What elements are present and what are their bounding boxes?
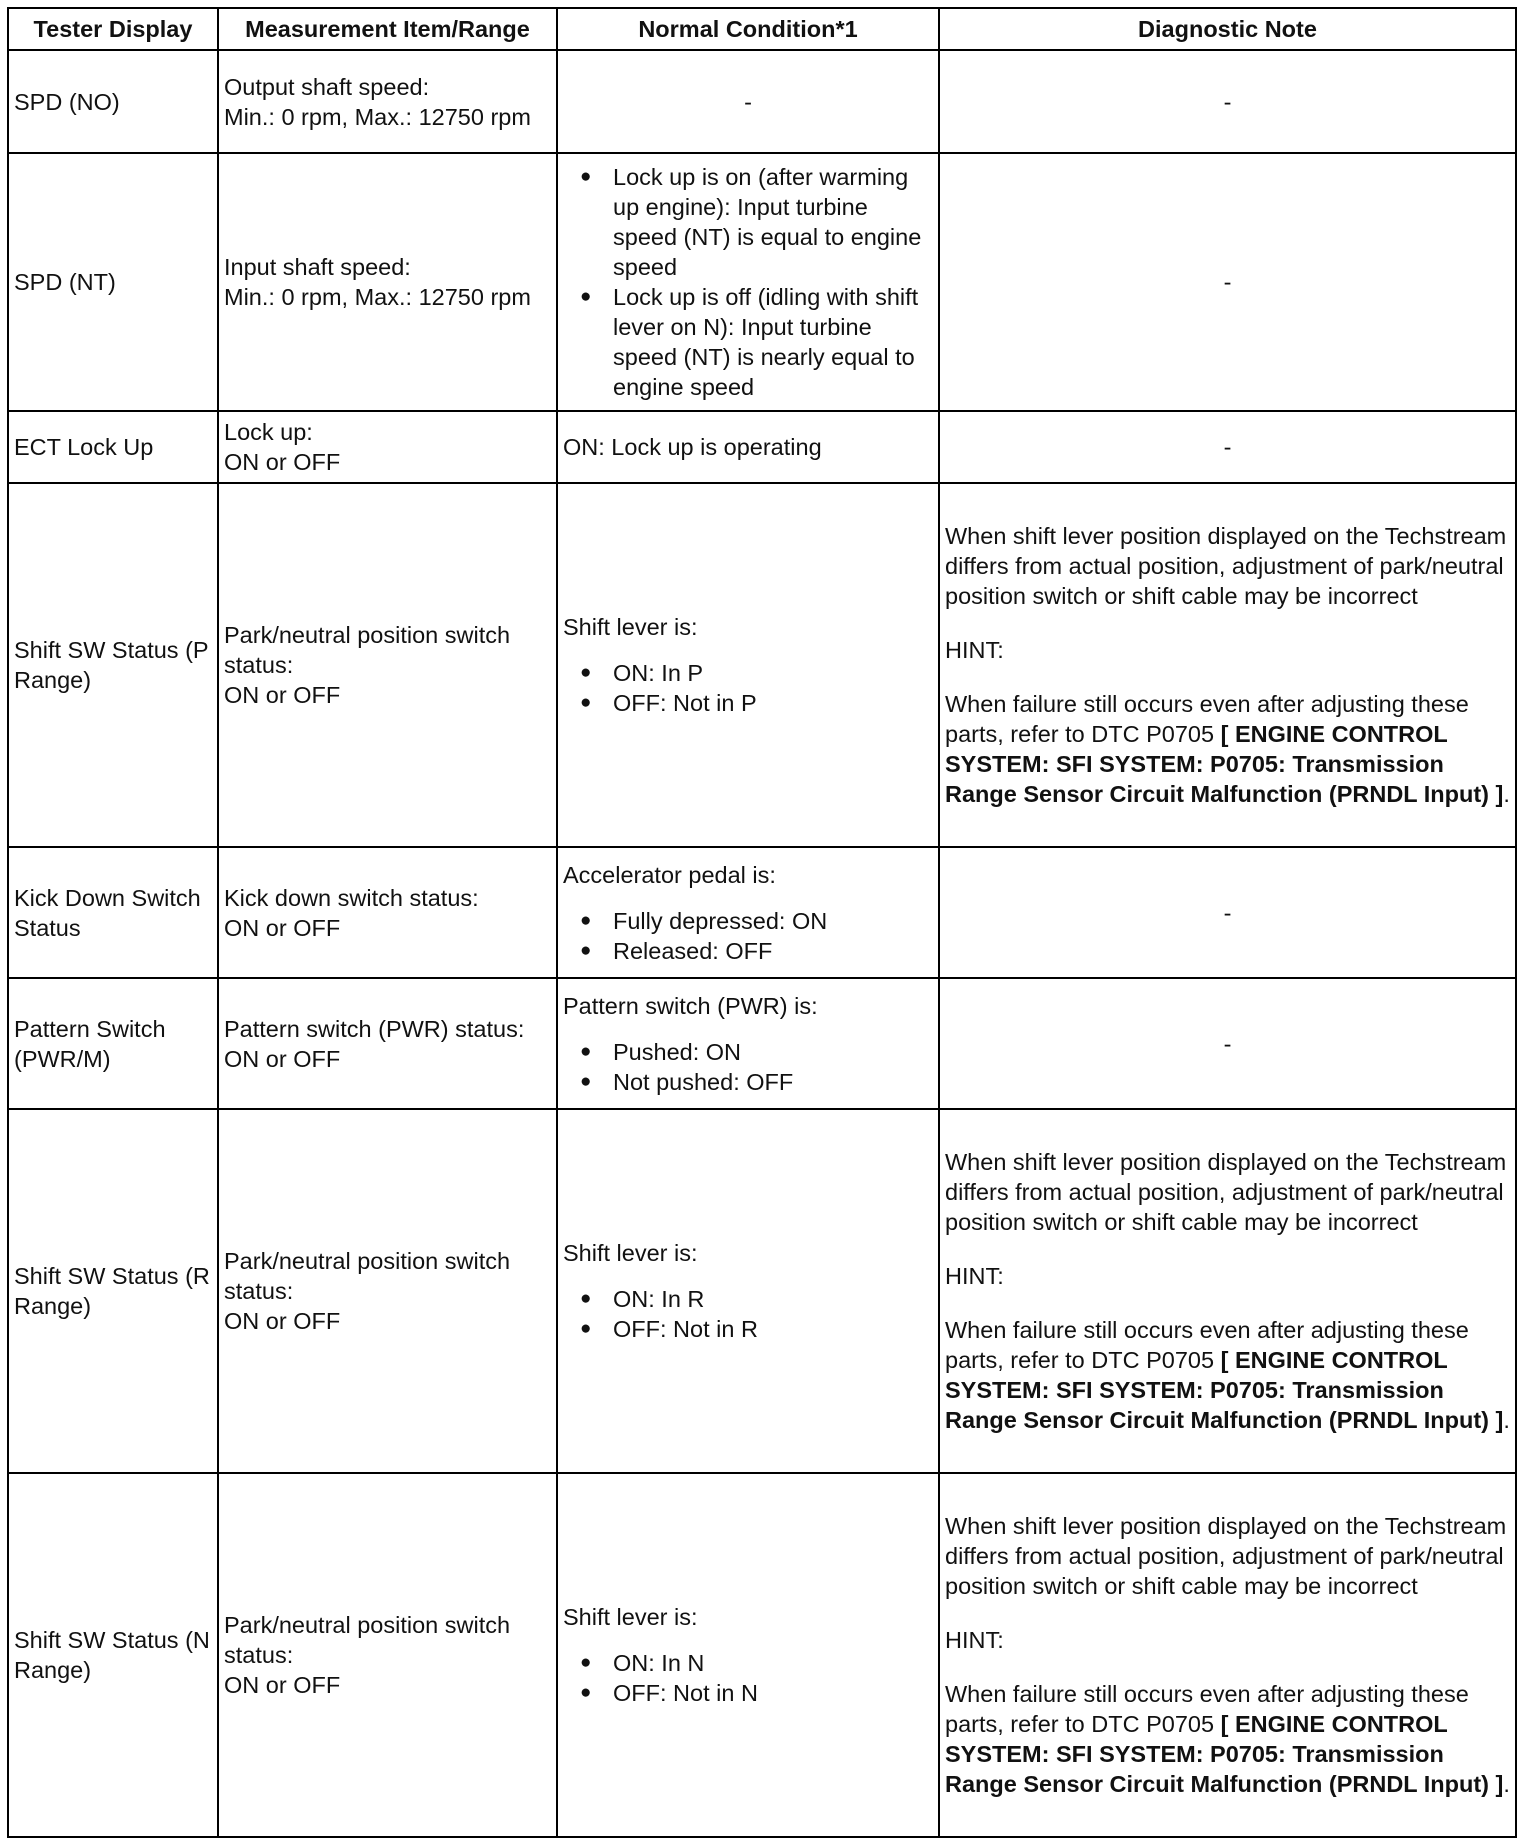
normal-condition-cell <box>557 153 939 411</box>
list-item: ● Lock up is off (idling with shift lever on N): Input turbine speed (NT) is nearly equal to engine speed <box>563 282 933 402</box>
tester-display-cell: SPD (NT) <box>8 153 218 411</box>
dtc-reference: [ ENGINE CONTROL SYSTEM: SFI SYSTEM: P0705: Transmission Range Sensor Circuit Malfunction (PRNDL Input) ] <box>945 1347 1504 1433</box>
tester-display-cell: Shift SW Status (R Range) <box>8 1109 218 1473</box>
list-item: ● Fully depressed: ON <box>563 906 933 936</box>
normal-condition-cell: Pattern switch (PWR) is: ● Pushed: ON ● Not pushed: OFF <box>557 978 939 1109</box>
list-item: ● OFF: Not in R <box>563 1314 933 1344</box>
normal-condition-cell: Shift lever is: ● ON: In P ● OFF: Not in P <box>557 483 939 847</box>
list-item: ● Pushed: ON <box>563 1037 933 1067</box>
table-row <box>8 847 1516 978</box>
diagnostic-note-cell: When shift lever position displayed on the Techstream differs from actual position, adjustment of park/neutral position switch or shift cable may be incorrect HINT: When failure still occurs even after adjusting these parts, refer to DTC P0705 [ ENGINE CONTROL SYSTEM: SFI SYSTEM: P0705: Transmission Range Sensor Circuit Malfunction (PRNDL Input) ]. <box>939 483 1516 847</box>
normal-condition-cell: ON: Lock up is operating <box>557 411 939 483</box>
diagnostic-note-cell: - <box>939 153 1516 411</box>
measurement-cell: Lock up: ON or OFF <box>218 411 557 483</box>
table-row <box>8 153 1516 411</box>
list-item: ● OFF: Not in N <box>563 1678 933 1708</box>
diagnostic-note-cell: - <box>939 847 1516 978</box>
header-normal-condition: Normal Condition*1 <box>557 8 939 50</box>
table-row <box>8 483 1516 847</box>
header-tester-display: Tester Display <box>8 8 218 50</box>
normal-condition-cell: - <box>557 50 939 153</box>
measurement-cell: Kick down switch status: ON or OFF <box>218 847 557 978</box>
tester-display-cell: Shift SW Status (P Range) <box>8 483 218 847</box>
table-row <box>8 50 1516 153</box>
measurement-cell: Output shaft speed: Min.: 0 rpm, Max.: 12750 rpm <box>218 50 557 153</box>
header-measurement: Measurement Item/Range <box>218 8 557 50</box>
table-row <box>8 1473 1516 1837</box>
normal-condition-cell: Shift lever is: ● ON: In N ● OFF: Not in N <box>557 1473 939 1837</box>
list-item: ● Not pushed: OFF <box>563 1067 933 1097</box>
normal-condition-cell: Accelerator pedal is: ● Fully depressed: ON ● Released: OFF <box>557 847 939 978</box>
diagnostic-note-cell: - <box>939 978 1516 1109</box>
tester-display-cell: ECT Lock Up <box>8 411 218 483</box>
diagnostic-note-cell: - <box>939 411 1516 483</box>
header-row <box>8 8 1516 50</box>
diagnostic-note-cell: - <box>939 50 1516 153</box>
normal-condition-cell: Shift lever is: ● ON: In R ● OFF: Not in R <box>557 1109 939 1473</box>
diagnostic-note-cell: When shift lever position displayed on the Techstream differs from actual position, adjustment of park/neutral position switch or shift cable may be incorrect HINT: When failure still occurs even after adjusting these parts, refer to DTC P0705 [ ENGINE CONTROL SYSTEM: SFI SYSTEM: P0705: Transmission Range Sensor Circuit Malfunction (PRNDL Input) ]. <box>939 1473 1516 1837</box>
list-item: ● ON: In N <box>563 1648 933 1678</box>
hint-label: HINT: <box>945 1263 1004 1289</box>
table-row <box>8 978 1516 1109</box>
tester-display-cell: SPD (NO) <box>8 50 218 153</box>
dtc-reference: [ ENGINE CONTROL SYSTEM: SFI SYSTEM: P0705: Transmission Range Sensor Circuit Malfunction (PRNDL Input) ] <box>945 1711 1504 1797</box>
dtc-reference: [ ENGINE CONTROL SYSTEM: SFI SYSTEM: P0705: Transmission Range Sensor Circuit Malfunction (PRNDL Input) ] <box>945 721 1504 807</box>
list-item: ● OFF: Not in P <box>563 688 933 718</box>
hint-label: HINT: <box>945 637 1004 663</box>
measurement-cell: Park/neutral position switch status: ON or OFF <box>218 483 557 847</box>
hint-label: HINT: <box>945 1627 1004 1653</box>
table-row <box>8 1109 1516 1473</box>
measurement-cell: Park/neutral position switch status: ON or OFF <box>218 1473 557 1837</box>
tester-display-cell: Shift SW Status (N Range) <box>8 1473 218 1837</box>
tester-display-cell: Pattern Switch (PWR/M) <box>8 978 218 1109</box>
header-diagnostic-note: Diagnostic Note <box>939 8 1516 50</box>
table-row <box>8 411 1516 483</box>
measurement-cell: Pattern switch (PWR) status: ON or OFF <box>218 978 557 1109</box>
measurement-cell: Input shaft speed: Min.: 0 rpm, Max.: 12750 rpm <box>218 153 557 411</box>
measurement-cell: Park/neutral position switch status: ON or OFF <box>218 1109 557 1473</box>
tester-display-cell: Kick Down Switch Status <box>8 847 218 978</box>
list-item: ● Released: OFF <box>563 936 933 966</box>
list-item: ● ON: In P <box>563 658 933 688</box>
data-list-table <box>7 7 1517 1838</box>
list-item: ● ON: In R <box>563 1284 933 1314</box>
diagnostic-note-cell: When shift lever position displayed on the Techstream differs from actual position, adjustment of park/neutral position switch or shift cable may be incorrect HINT: When failure still occurs even after adjusting these parts, refer to DTC P0705 [ ENGINE CONTROL SYSTEM: SFI SYSTEM: P0705: Transmission Range Sensor Circuit Malfunction (PRNDL Input) ]. <box>939 1109 1516 1473</box>
list-item: ● Lock up is on (after warming up engine): Input turbine speed (NT) is equal to engine speed <box>563 162 933 282</box>
